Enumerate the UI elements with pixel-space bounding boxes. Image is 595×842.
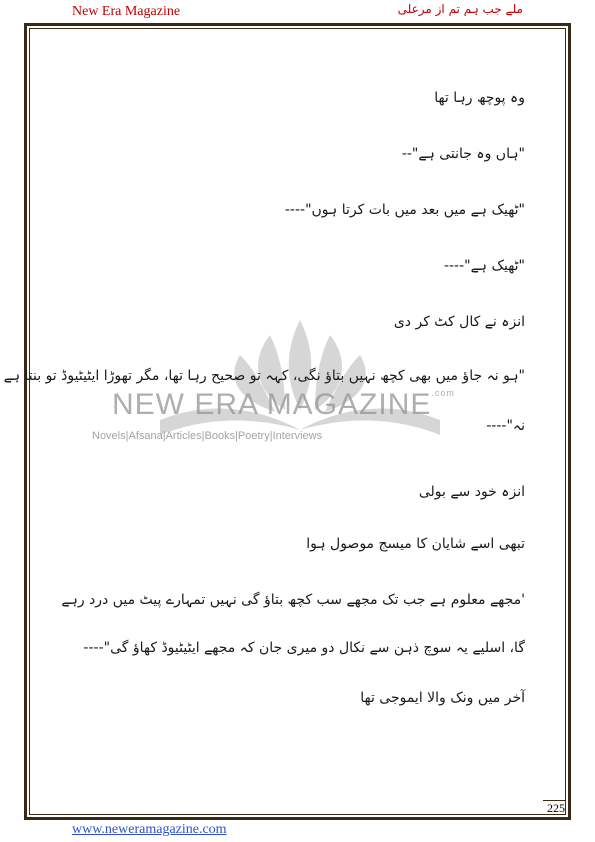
novel-title: ملے جب ہم تم از مرعلی (397, 2, 523, 16)
watermark-name: NEW ERA MAGAZINE (112, 388, 432, 421)
page-number: 225 (543, 800, 565, 816)
website-link[interactable]: www.neweramagazine.com (72, 822, 227, 837)
magazine-name: New Era Magazine (72, 4, 181, 19)
text-line: وہ پوچھ رہا تھا (434, 90, 525, 106)
text-line: انزہ نے کال کٹ کر دی (393, 314, 525, 330)
watermark-suffix: .com (431, 388, 455, 398)
text-line: 'مجھے معلوم ہے جب تک مجھے سب کچھ بتاؤ گی نہیں تمہارے پیٹ میں درد رہے (61, 592, 525, 608)
text-line: گا، اسلیے یہ سوچ ذہن سے نکال دو میری جان کہ مجھے ایٹیٹیوڈ کھاؤ گی"---- (83, 640, 525, 656)
text-line: تبھی اسے شایان کا میسج موصول ہوا (306, 536, 525, 552)
watermark-tagline: Novels|Afsana|Articles|Books|Poetry|Interviews (92, 430, 323, 442)
watermark-title (112, 388, 455, 422)
text-line: انزہ خود سے بولی (418, 484, 525, 500)
text-line: "ٹھیک ہے"---- (443, 258, 525, 274)
text-line: "ہاں وہ جانتی ہے"-- (401, 146, 525, 162)
text-line: "ہو نہ جاؤ میں بھی کچھ نہیں بتاؤ نگی، کہہ تو صحیح رہا تھا، مگر تھوڑا ایٹیٹیوڈ تو بنتا ہے (3, 368, 525, 384)
text-line: آخر میں ونک والا ایموجی تھا (360, 690, 525, 706)
text-line: نہ"---- (486, 418, 525, 434)
text-line: "ٹھیک ہے میں بعد میں بات کرتا ہوں"---- (284, 202, 525, 218)
